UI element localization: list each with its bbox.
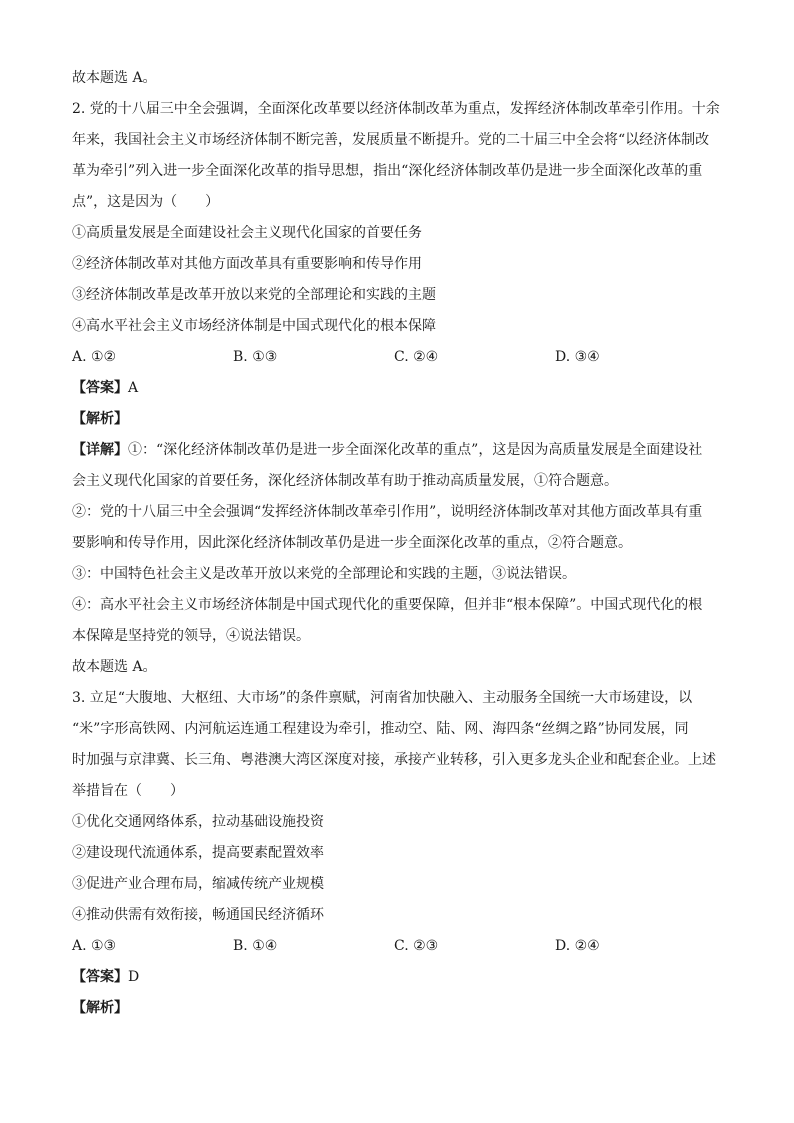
option-b: B. ①④	[233, 938, 278, 954]
text-line: “米”字形高铁网、内河航运连通工程建设为牵引，推动空、陆、网、海四条“丝绸之路”协同发展，同	[72, 721, 689, 737]
option-d: D. ②④	[555, 938, 600, 954]
text-line: 举措旨在（ ）	[72, 783, 184, 799]
question-2-stem: 2. 党的十八届三中全会强调，全面深化改革要以经济体制改革为重点，发挥经济体制改革牵引作用。十余	[72, 101, 720, 117]
question-2-analysis-heading	[72, 404, 722, 435]
statement-3: ③促进产业合理布局，缩减传统产业规模	[72, 876, 324, 892]
answer-tag: 【答案】	[72, 969, 128, 985]
text-line: 本保障是坚持党的领导，④说法错误。	[72, 628, 310, 644]
answer-value: D	[128, 969, 140, 985]
text-line: ③：中国特色社会主义是改革开放以来党的全部理论和实践的主题，③说法错误。	[72, 566, 576, 582]
statement-3: ③经济体制改革是改革开放以来党的全部理论和实践的主题	[72, 287, 436, 303]
text-line: 年来，我国社会主义市场经济体制不断完善，发展质量不断提升。党的二十届三中全会将“以经济体制改	[72, 132, 710, 148]
question-3-options	[72, 931, 722, 962]
text-line: 革为牵引”列入进一步全面深化改革的指导思想，指出“深化经济体制改革仍是进一步全面深化改革的重	[72, 163, 703, 179]
text-line: 时加强与京津冀、长三角、粤港澳大湾区深度对接，承接产业转移，引入更多龙头企业和配套企业。上述	[72, 752, 716, 768]
question-3-answer	[72, 962, 722, 993]
option-a: A. ①③	[72, 938, 117, 954]
statement-1: ①优化交通网络体系，拉动基础设施投资	[72, 814, 324, 830]
analysis-tag: 【解析】	[72, 411, 128, 427]
text-line: ②：党的十八届三中全会强调“发挥经济体制改革牵引作用”，说明经济体制改革对其他方面改革具有重	[72, 504, 703, 520]
question-2-answer	[72, 373, 722, 404]
statement-4: ④推动供需有效衔接，畅通国民经济循环	[72, 907, 324, 923]
question-3-stem: 3. 立足“大腹地、大枢纽、大市场”的条件禀赋，河南省加快融入、主动服务全国统一大市场建设，以	[72, 690, 693, 706]
statement-1: ①高质量发展是全面建设社会主义现代化国家的首要任务	[72, 225, 422, 241]
question-2-detail	[72, 435, 722, 466]
answer-value: A	[128, 380, 139, 396]
text-line: 要影响和传导作用，因此深化经济体制改革仍是进一步全面深化改革的重点，②符合题意。	[72, 535, 632, 551]
option-a: A. ①②	[72, 349, 117, 365]
statement-2: ②经济体制改革对其他方面改革具有重要影响和传导作用	[72, 256, 422, 272]
option-c: C. ②③	[394, 938, 439, 954]
analysis-tag: 【解析】	[72, 1000, 128, 1016]
question-2-options	[72, 342, 722, 373]
option-c: C. ②④	[394, 349, 439, 365]
statement-4: ④高水平社会主义市场经济体制是中国式现代化的根本保障	[72, 318, 436, 334]
option-d: D. ③④	[555, 349, 600, 365]
question-3-analysis-heading	[72, 993, 722, 1024]
detail-text: ①：“深化经济体制改革仍是进一步全面深化改革的重点”，这是因为高质量发展是全面建设社	[128, 442, 703, 458]
text-line: 故本题选 A。	[72, 659, 157, 675]
text-line: 会主义现代化国家的首要任务，深化经济体制改革有助于推动高质量发展，①符合题意。	[72, 473, 618, 489]
detail-tag: 【详解】	[72, 442, 128, 458]
text-line: 点”，这是因为（ ）	[72, 194, 220, 210]
option-b: B. ①③	[233, 349, 278, 365]
document-page	[72, 63, 722, 1024]
text-line: 故本题选 A。	[72, 70, 157, 86]
text-line: ④：高水平社会主义市场经济体制是中国式现代化的重要保障，但并非“根本保障”。中国式现代化的根	[72, 597, 703, 613]
statement-2: ②建设现代流通体系，提高要素配置效率	[72, 845, 324, 861]
answer-tag: 【答案】	[72, 380, 128, 396]
